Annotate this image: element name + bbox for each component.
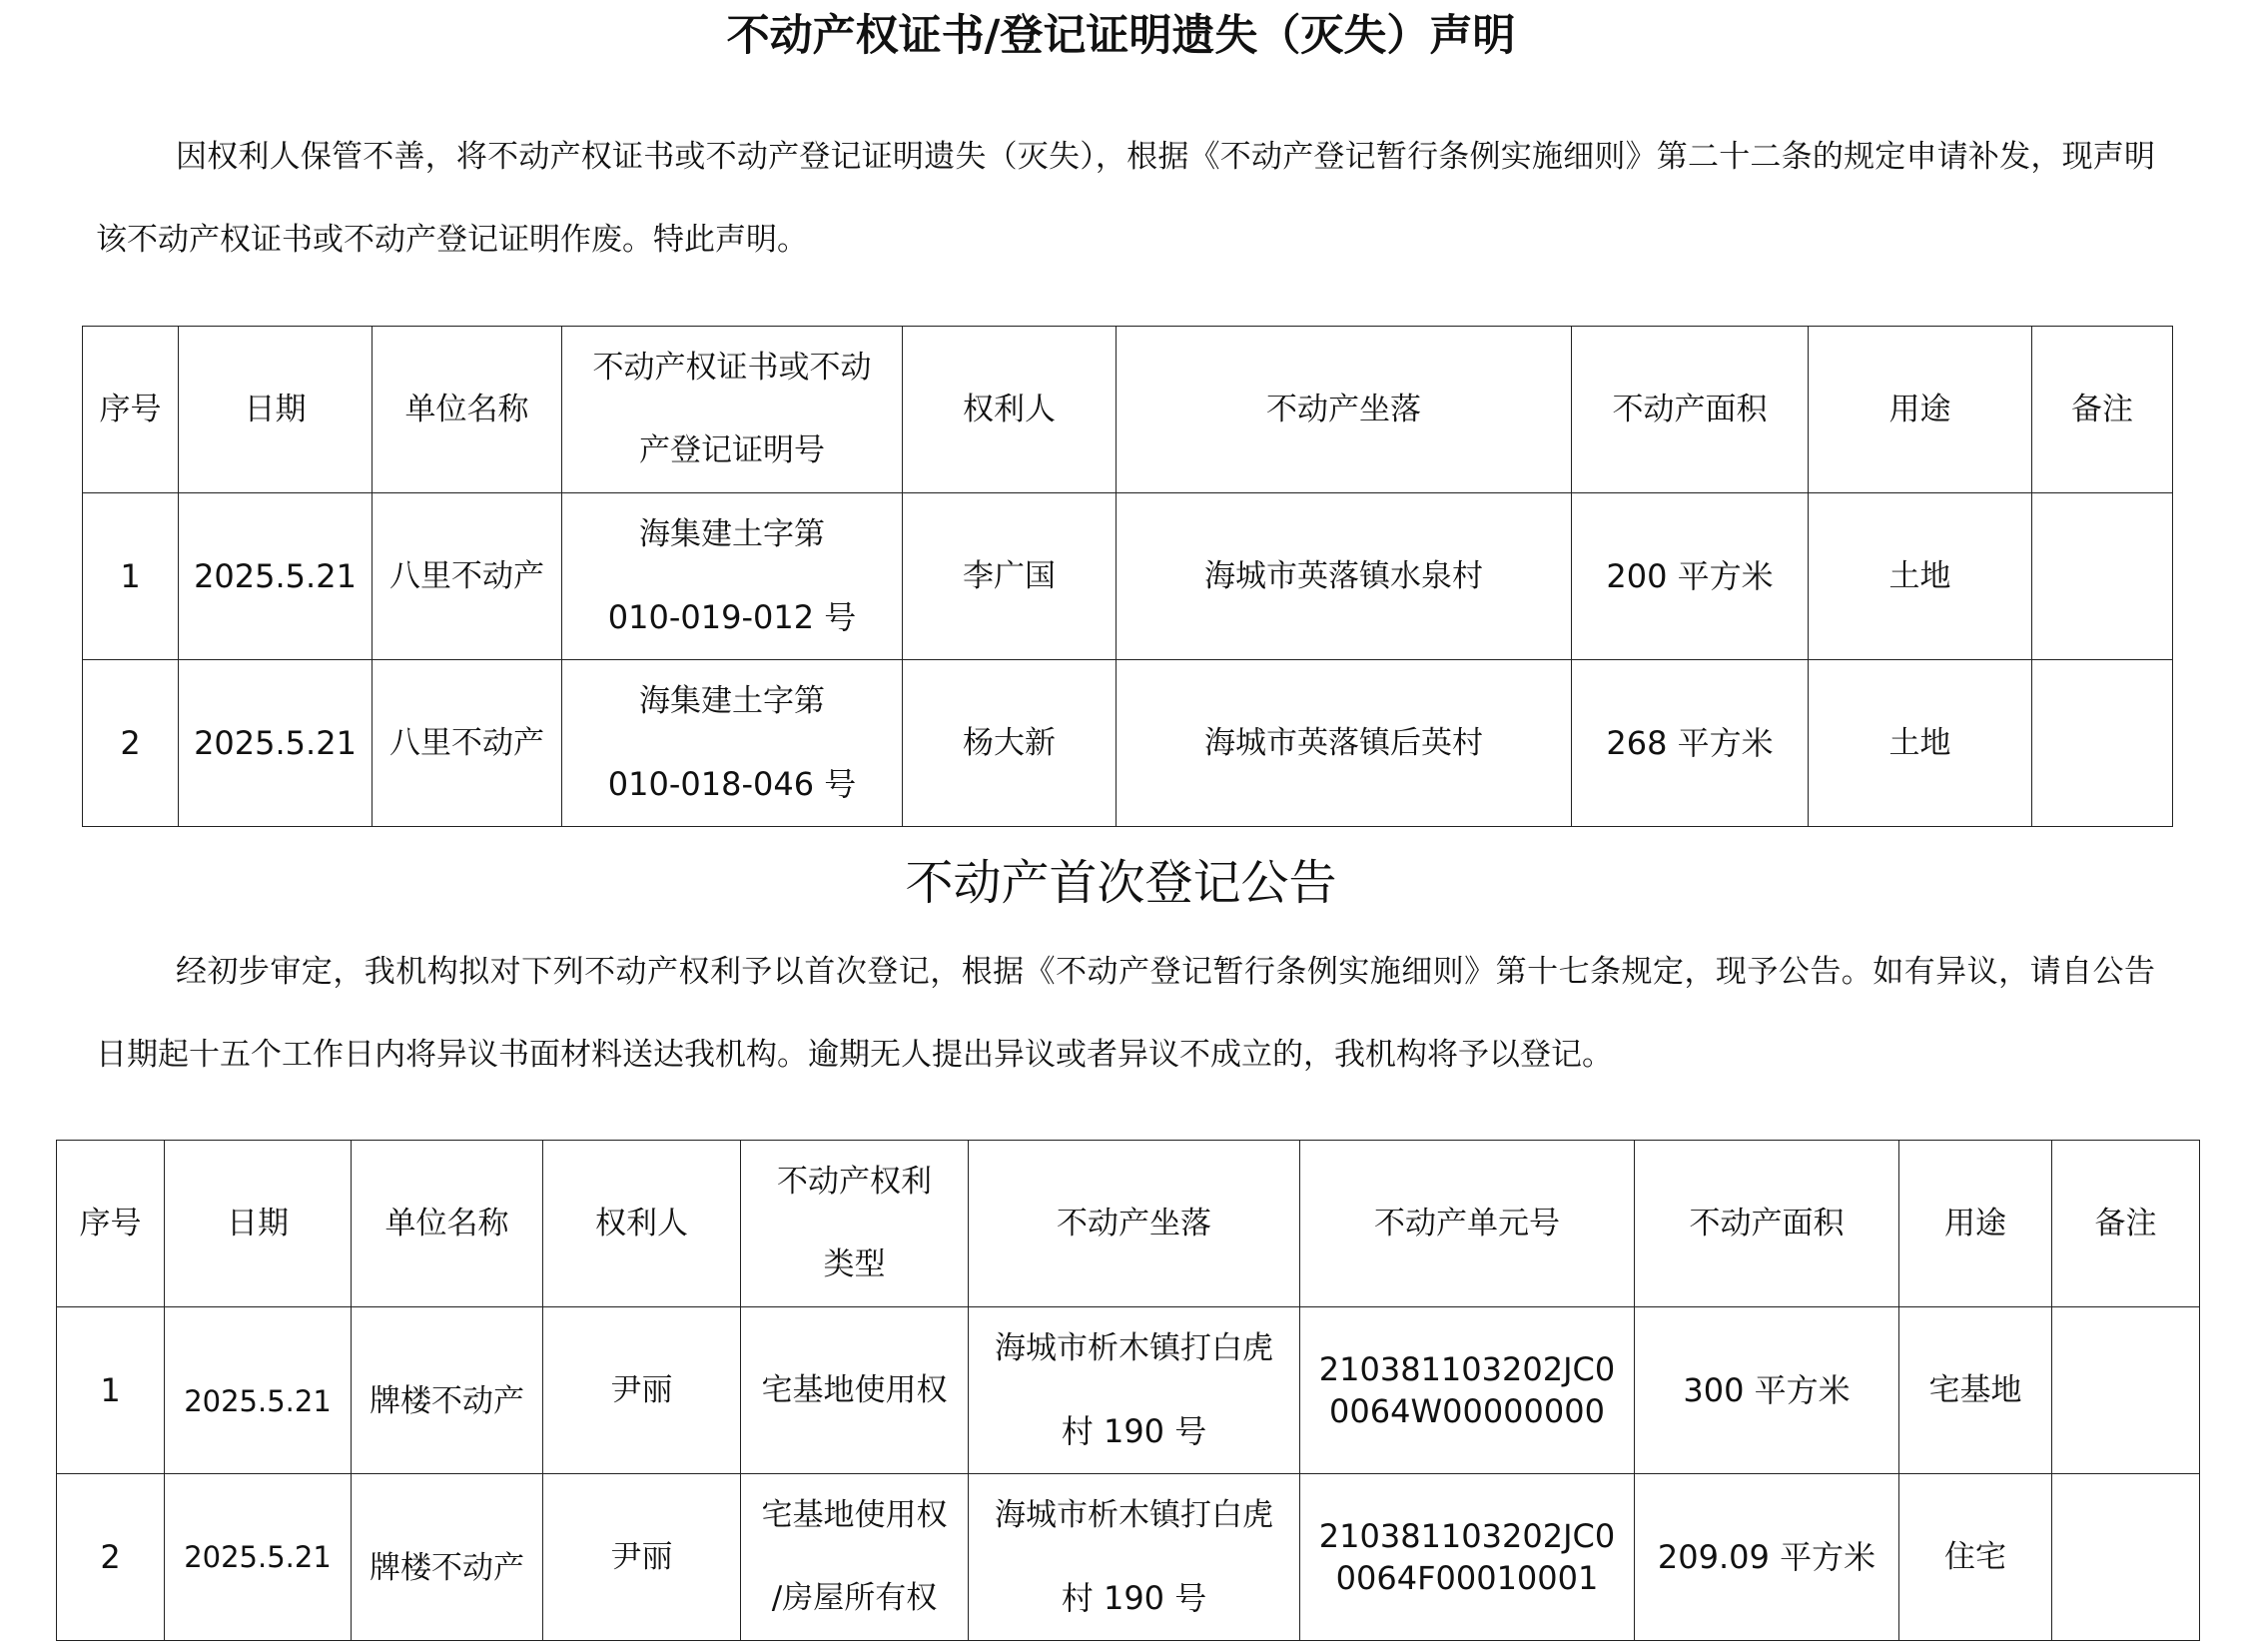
header-right-type	[741, 1141, 969, 1307]
cell-cert-no-line1: 海集建土字第	[639, 683, 825, 719]
notice2-title: 不动产首次登记公告	[905, 855, 1337, 911]
cell-location-line1: 海城市析木镇打白虎	[995, 1497, 1273, 1533]
header-owner: 权利人	[543, 1141, 741, 1307]
cell-area: 209.09 平方米	[1635, 1474, 1899, 1641]
cell-usage: 土地	[1809, 660, 2032, 827]
cell-right-type-line1: 宅基地使用权	[761, 1497, 948, 1533]
cell-right-type-line1: 宅基地使用权	[761, 1371, 948, 1408]
table-row	[57, 1474, 2200, 1641]
cell-date: 2025.5.21	[165, 1474, 352, 1641]
cell-unit	[352, 1307, 543, 1474]
cell-remark	[2052, 1474, 2200, 1641]
cell-seq: 1	[83, 493, 179, 660]
table-header-row	[83, 327, 2173, 493]
cell-cert-no-line2: 010-018-046 号	[607, 765, 857, 803]
header-location: 不动产坐落	[1117, 327, 1572, 493]
header-area: 不动产面积	[1635, 1141, 1899, 1307]
header-date: 日期	[179, 327, 373, 493]
cell-unit-no-line2: 0064W00000000	[1329, 1392, 1605, 1430]
notice1-title: 不动产权证书/登记证明遗失（灭失）声明	[726, 11, 1516, 61]
cell-seq: 2	[83, 660, 179, 827]
cell-unit	[352, 1474, 543, 1641]
cell-unit: 八里不动产	[373, 660, 562, 827]
header-right-type-line2: 类型	[823, 1246, 886, 1282]
table-row	[83, 493, 2173, 660]
cell-area: 300 平方米	[1635, 1307, 1899, 1474]
header-area: 不动产面积	[1572, 327, 1809, 493]
cell-right-type	[741, 1474, 969, 1641]
cell-unit-no-line1: 210381103202JC0	[1318, 1350, 1616, 1388]
cell-date	[165, 1307, 352, 1474]
cell-location-line1: 海城市析木镇打白虎	[995, 1330, 1273, 1366]
header-cert-no-line2: 产登记证明号	[639, 432, 825, 468]
cell-cert-no-line1: 海集建土字第	[639, 516, 825, 552]
header-owner: 权利人	[903, 327, 1117, 493]
cell-usage: 宅基地	[1899, 1307, 2052, 1474]
cell-remark	[2032, 493, 2173, 660]
cell-location-line2: 村 190 号	[1061, 1579, 1207, 1617]
cell-location: 海城市英落镇水泉村	[1117, 493, 1572, 660]
first-registration-table	[56, 1140, 2200, 1641]
cell-cert-no	[562, 493, 903, 660]
cell-right-type-line2: /房屋所有权	[771, 1580, 938, 1616]
table-row	[57, 1307, 2200, 1474]
header-seq: 序号	[57, 1141, 165, 1307]
table-header-row	[57, 1141, 2200, 1307]
cell-unit-no-line1: 210381103202JC0	[1318, 1517, 1616, 1555]
header-right-type-line1: 不动产权利	[777, 1164, 932, 1200]
cell-location-line2: 村 190 号	[1061, 1412, 1207, 1450]
header-unit: 单位名称	[352, 1141, 543, 1307]
cell-usage: 住宅	[1899, 1474, 2052, 1641]
cell-owner: 尹丽	[543, 1307, 741, 1474]
cell-area: 200 平方米	[1572, 493, 1809, 660]
header-usage: 用途	[1809, 327, 2032, 493]
notice1-paragraph: 因权利人保管不善，将不动产权证书或不动产登记证明遗失（灭失），根据《不动产登记暂行条例实施细则》第二十二条的规定申请补发，现声明该不动产权证书或不动产登记证明作废。特此声明。	[96, 139, 2155, 258]
cell-right-type	[741, 1307, 969, 1474]
header-cert-no	[562, 327, 903, 493]
header-unit: 单位名称	[373, 327, 562, 493]
notice2-paragraph: 经初步审定，我机构拟对下列不动产权利予以首次登记，根据《不动产登记暂行条例实施细则》第十七条规定，现予公告。如有异议，请自公告日期起十五个工作日内将异议书面材料送达我机构。逾期无人提出异议或者异议不成立的，我机构将予以登记。	[96, 954, 2155, 1073]
cell-area: 268 平方米	[1572, 660, 1809, 827]
header-location: 不动产坐落	[969, 1141, 1300, 1307]
header-usage: 用途	[1899, 1141, 2052, 1307]
header-remark: 备注	[2052, 1141, 2200, 1307]
cell-date: 2025.5.21	[179, 493, 373, 660]
cell-remark	[2032, 660, 2173, 827]
header-seq: 序号	[83, 327, 179, 493]
header-date: 日期	[165, 1141, 352, 1307]
cell-cert-no	[562, 660, 903, 827]
cell-date-text: 2025.5.21	[184, 1384, 332, 1418]
cell-unit-no	[1300, 1307, 1635, 1474]
cell-location	[969, 1474, 1300, 1641]
cell-remark	[2052, 1307, 2200, 1474]
header-cert-no-line1: 不动产权证书或不动	[592, 350, 872, 386]
cell-seq: 1	[57, 1307, 165, 1474]
cell-owner: 杨大新	[903, 660, 1117, 827]
cell-unit: 八里不动产	[373, 493, 562, 660]
table-row	[83, 660, 2173, 827]
header-remark: 备注	[2032, 327, 2173, 493]
cell-unit-no-line2: 0064F00010001	[1335, 1559, 1599, 1597]
cell-unit-text: 牌楼不动产	[370, 1550, 524, 1586]
lost-certificate-table	[82, 326, 2173, 827]
cell-owner: 李广国	[903, 493, 1117, 660]
cell-seq: 2	[57, 1474, 165, 1641]
cell-owner: 尹丽	[543, 1474, 741, 1641]
cell-date: 2025.5.21	[179, 660, 373, 827]
cell-unit-no	[1300, 1474, 1635, 1641]
cell-usage: 土地	[1809, 493, 2032, 660]
cell-location: 海城市英落镇后英村	[1117, 660, 1572, 827]
cell-unit-text: 牌楼不动产	[370, 1383, 524, 1419]
header-unit-no: 不动产单元号	[1300, 1141, 1635, 1307]
cell-location	[969, 1307, 1300, 1474]
cell-cert-no-line2: 010-019-012 号	[607, 598, 857, 636]
